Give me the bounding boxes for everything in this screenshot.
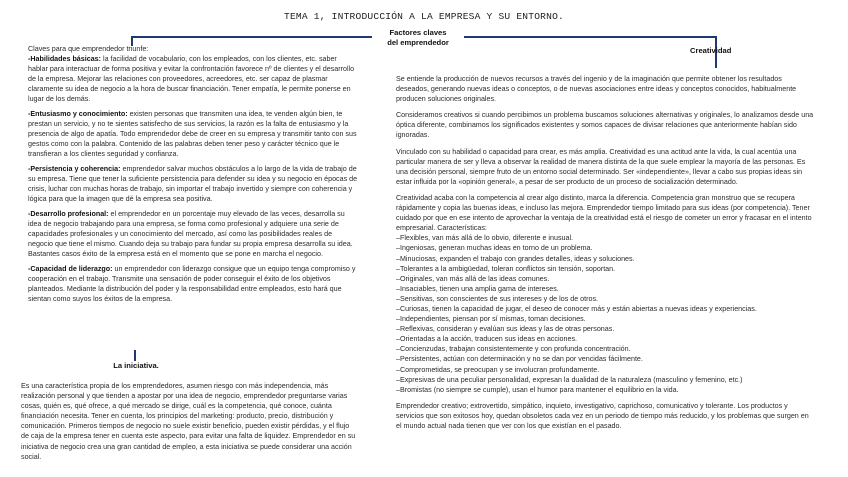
list-item: –Persistentes, actúan con determinación y no se dan por vencidas fácilmente. xyxy=(396,355,643,364)
center-topic-line2: del emprendedor xyxy=(387,38,449,47)
iniciativa-heading: La iniciativa. xyxy=(113,361,159,370)
creatividad-p4: Creatividad acaba con la competencia al crear algo distinto, marca la diferencia. Competencia gran monstruo que se recupera rápidamente y copia las buenas ideas, e incluso las mejora. Emprendedor tiempo limitado para sus ideas (por competencia). Tener cuidado por que en ese intento de aprovechar la ventaja de la creatividad está el riesgo de cometer un error y fracasar en el intento empresarial. Características: xyxy=(396,193,812,233)
liderazgo-paragraph xyxy=(28,264,358,304)
list-item: –Flexibles, van más allá de lo obvio, diferente e inusual. xyxy=(396,234,574,243)
list-item: –Reflexivas, consideran y evalúan sus ideas y las de otras personas. xyxy=(396,325,615,334)
liderazgo-label: -Capacidad de liderazgo: xyxy=(28,264,113,273)
creatividad-p1: Se entiende la producción de nuevos recursos a través del ingenio y de la imaginación que permite obtener los resultados deseados, generando nuevas ideas o conceptos, o de nuevas asociaciones entre ideas y conceptos conocidos, habitualmente producen soluciones originales. xyxy=(396,75,797,104)
claves-intro: Claves para que emprendedor triunfe: xyxy=(28,45,149,53)
iniciativa-paragraph: Es una característica propia de los emprendedores, asumen riesgo con más independencia, más realización personal y que tienden a apostar por una idea de negocio, emprendedor preguntarse varias cosas, quién es, qué ofrece, a qué mercado se dirige, cuál es la competencia, qué conoce, cuánta financiación necesita. Tener en cuenta, los principios del marketing: producto, precio, distribución y comunicación. Primeros tiempos de negocio no suele existir beneficio, pueden existir pérdidas, y el flujo de caja de la empresa tener en cuenta este aspecto, para evitar una falta de liquidez. Emprendedor en su iniciativa de negocio crea una gran cantidad de empleo, a esta iniciativa se puede considerar una acción social. xyxy=(21,382,356,461)
center-topic-line1: Factores claves xyxy=(389,28,447,37)
creatividad-p5: Emprendedor creativo; extrovertido, simpático, inquieto, investigativo, caprichoso, comunicativo y tolerante. Los productos y servicios que son exitosos hoy, quedan obsoletos cada vez en un periodo de tiempo más reducido, y los problemas que surgen en el mundo actual nada tienen que ver con los que existían en el pasado. xyxy=(396,401,809,430)
creatividad-p3: Vinculado con su habilidad o capacidad para crear, es más amplia. Creatividad es una actitud ante la vida, la cual acentúa una particular manera de ser y lleva a observar la realidad de manera distinta de la que suele emplear la mayoría de las personas. Es una decisión personal, siempre fruto de un entorno social determinado. Ser «independiente», llevar a cabo sus propias ideas sin estar influida por la «opinión general», a pesar de ser producto de un proceso de socialización determinado. xyxy=(396,147,806,186)
list-item: –Insaciables, tienen una amplia gama de intereses. xyxy=(396,284,559,293)
creatividad-heading: Creatividad xyxy=(690,46,732,55)
liderazgo-text: un emprendedor con liderazgo consigue que un equipo tenga compromiso y cooperación en el trabajo. Transmite una sensación de poder conseguir el éxito de los objetivos planteados. Mediante la distribución del poder y la responsabilidad entre empleados, esto hará que sientan como suyos los éxitos de la empresa. xyxy=(28,264,356,304)
creatividad-p2: Consideramos creativos si cuando percibimos un problema buscamos soluciones alternativas y originales, lo analizamos desde una óptica diferente, combinamos los significados existentes y somos capaces de divisar relaciones que anteriormente habían sido ignoradas. xyxy=(396,111,814,140)
right-column xyxy=(396,74,816,431)
list-item: –Minuciosas, expanden el trabajo con grandes detalles, ideas y soluciones. xyxy=(396,254,635,263)
entusiasmo-paragraph xyxy=(28,109,358,159)
persistencia-text: emprendedor salvar muchos obstáculos a lo largo de la vida de trabajo de su empresa. Tiene que tener la suficiente persistencia para defender su idea y su negocio en épocas de crisis, luchar con muchas horas de trabajo, sin importar el trabajo invertido y siempre con coherencia y lógica para que la imagen que dé la empresa sea positiva. xyxy=(28,165,358,204)
connector-right xyxy=(464,36,717,38)
list-item: –Curiosas, tienen la capacidad de jugar, el deseo de conocer más y están abiertas a nuevas ideas y experiencias. xyxy=(396,304,757,313)
persistencia-label: -Persistencia y coherencia: xyxy=(28,165,121,174)
habilidades-paragraph xyxy=(28,54,358,104)
desarrollo-label: -Desarrollo profesional: xyxy=(28,209,109,218)
list-item: –Sensitivas, son conscientes de sus intereses y de los de otros. xyxy=(396,294,599,303)
persistencia-paragraph xyxy=(28,164,358,204)
list-item: –Bromistas (no siempre se cumple), usan el humor para mantener el equilibrio en la vida. xyxy=(396,385,679,394)
page-title: TEMA 1, INTRODUCCIÓN A LA EMPRESA Y SU ENTORNO. xyxy=(284,11,564,22)
habilidades-text: la facilidad de vocabulario, con los empleados, con los clientes, etc. saber hablar para interactuar de forma positiva y evitar la confrontación favorece nº de clientes y el desarrollo de la empresa. Mejorar las relaciones con proveedores, acreedores, etc. ser capaz de plasmar claramente su idea de negocio a la hora de buscar financiación. Tener empatía, le permite ponerse en lugar de los demás. xyxy=(28,55,355,104)
center-topic xyxy=(372,28,464,48)
list-item: –Orientadas a la acción, traducen sus ideas en acciones. xyxy=(396,335,578,344)
list-item: –Comprometidas, se preocupan y se involucran profundamente. xyxy=(396,365,600,374)
list-item: –Ingeniosas, generan muchas ideas en torno de un problema. xyxy=(396,244,593,253)
left-column xyxy=(28,44,358,304)
list-item: –Originales, van más allá de las ideas comunes. xyxy=(396,274,550,283)
connector-iniciativa xyxy=(134,350,136,361)
list-item: –Expresivas de una peculiar personalidad, expresan la dualidad de la naturaleza (masculino y femenino, etc.) xyxy=(396,375,743,384)
entusiasmo-label: -Entusiasmo y conocimiento: xyxy=(28,110,128,119)
iniciativa-column xyxy=(21,381,359,462)
desarrollo-paragraph xyxy=(28,209,358,259)
list-item: –Independientes, piensan por sí mismas, toman decisiones. xyxy=(396,315,586,324)
entusiasmo-text: existen personas que transmiten una idea, te venden algún bien, te prestan un servicio, y no te sientes satisfecho de sus servicios, la razón es la falta de entusiasmo y la presencia de algo de apatía. Todo emprendedor debe de creer en su empresa y transmitir tanto con sus gestos como con la palabra. Contenido de las palabras deben tener peso y carácter técnico que le transfieran a los clientes seguridad y confianza. xyxy=(28,110,357,159)
desarrollo-text: el emprendedor en un porcentaje muy elevado de las veces, desarrolla su idea de negocio trabajando para una empresa, se forma como profesional y adquiere una serie de capacidades profesionales y un conocimiento del mercado, así como las posibilidades reales de negocio que tiene el mismo. Cuando deja su trabajo para fundar su propia empresa desarrolla su idea. Bastantes casos éxito de la empresa está en el momento que se pone en marcha el negocio. xyxy=(28,209,353,259)
connector-left xyxy=(131,36,372,38)
habilidades-label: -Habilidades básicas: xyxy=(28,55,102,64)
list-item: –Concienzudas, trabajan consistentemente y con profunda concentración. xyxy=(396,345,631,354)
caracteristicas-list xyxy=(396,233,816,395)
list-item: –Tolerantes a la ambigüedad, toleran conflictos sin tensión, soportan. xyxy=(396,264,616,273)
